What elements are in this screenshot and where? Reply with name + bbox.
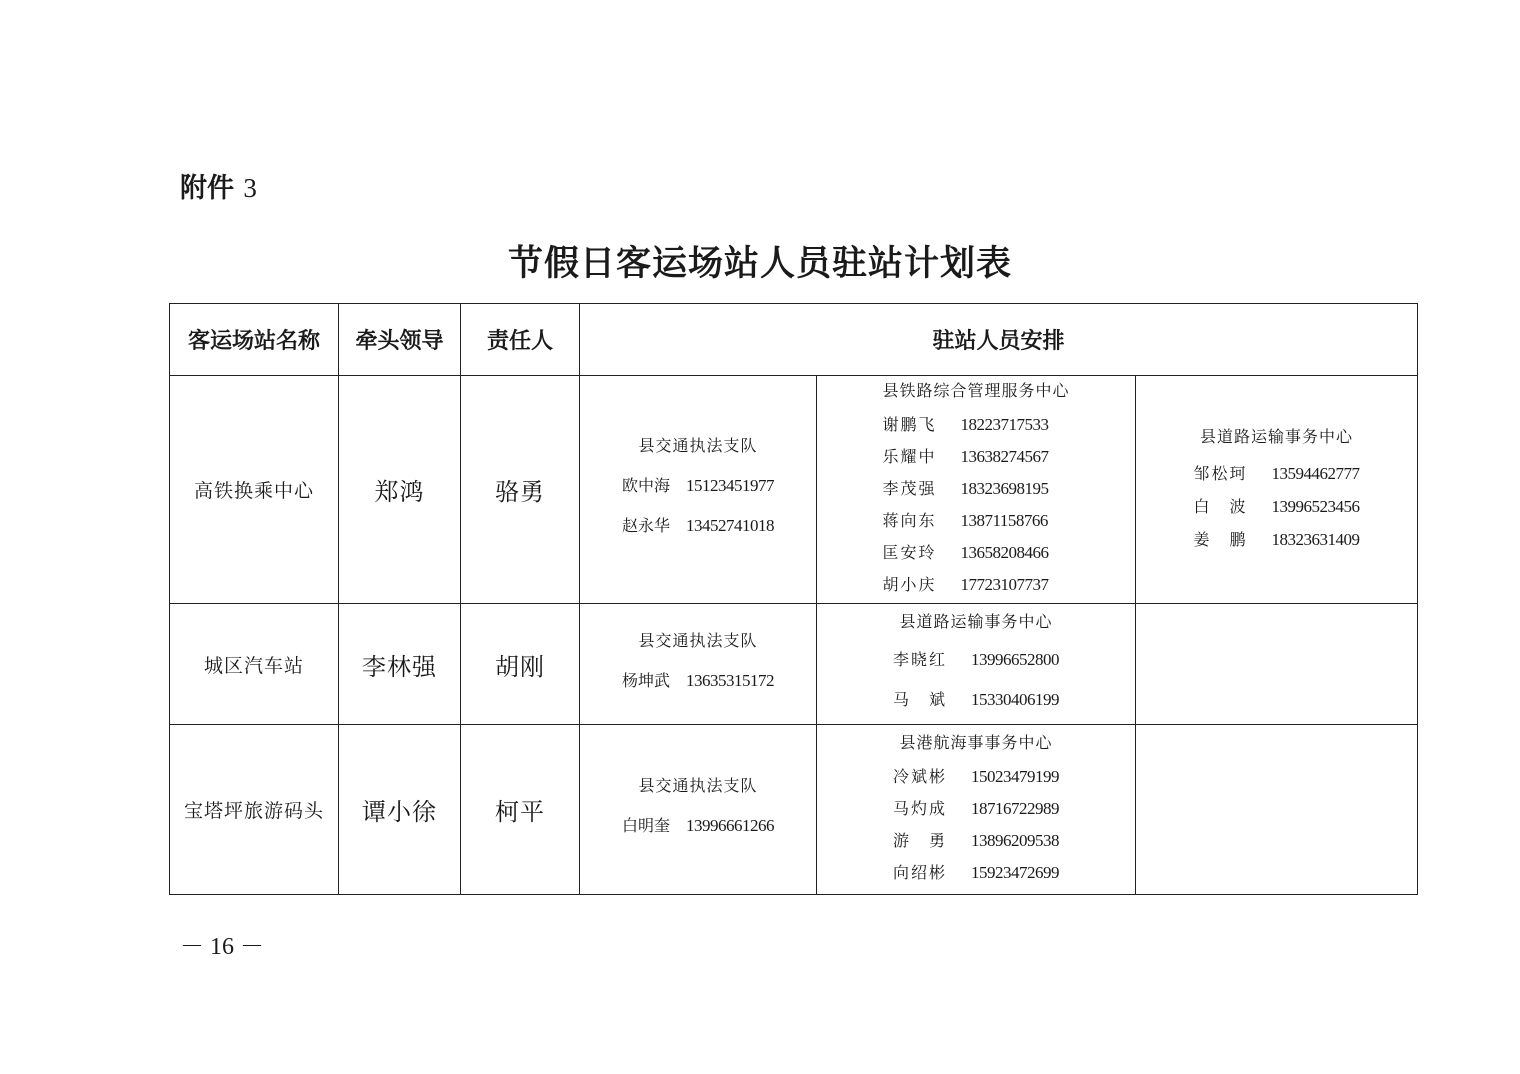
staff-phone: 13594462777 xyxy=(1271,463,1360,483)
staff-name: 马灼成 xyxy=(893,799,948,818)
staff-entry xyxy=(893,857,1059,889)
staff-entry xyxy=(882,505,1069,537)
station-name: 宝塔坪旅游码头 xyxy=(170,725,339,895)
staff-group xyxy=(580,604,817,725)
leader-name: 李林强 xyxy=(339,604,461,725)
org-name: 县港航海事事务中心 xyxy=(899,733,1053,752)
staff-phone: 13452741018 xyxy=(686,516,774,535)
staff-name: 欧中海 xyxy=(622,476,671,495)
page-title: 节假日客运场站人员驻站计划表 xyxy=(507,243,1012,284)
responsible-name: 胡刚 xyxy=(461,604,580,725)
staff-phone: 13638274567 xyxy=(960,447,1049,466)
staff-name: 白明奎 xyxy=(622,816,671,835)
staff-entry xyxy=(622,661,774,701)
staff-name: 蒋向东 xyxy=(882,511,937,530)
staff-phone: 18323698195 xyxy=(960,479,1049,498)
header-staff-arrangement: 驻站人员安排 xyxy=(580,304,1418,376)
staff-name: 李茂强 xyxy=(882,479,937,498)
header-responsible: 责任人 xyxy=(461,304,580,376)
staff-name: 匡安玲 xyxy=(882,543,937,562)
staff-phone: 17723107737 xyxy=(960,575,1049,594)
staff-phone: 18223717533 xyxy=(960,415,1049,434)
staff-entry xyxy=(893,640,1059,680)
staff-phone: 13896209538 xyxy=(971,831,1059,850)
staff-entry xyxy=(622,466,774,506)
staff-group xyxy=(580,725,817,895)
staff-name: 向绍彬 xyxy=(893,863,948,882)
staff-phone: 13996652800 xyxy=(971,649,1059,669)
staff-group xyxy=(817,725,1136,895)
staff-phone: 15923472699 xyxy=(971,863,1059,882)
staff-group xyxy=(580,376,817,604)
leader-name: 郑鸿 xyxy=(339,376,461,604)
staff-entry xyxy=(882,537,1069,569)
staff-phone: 13996661266 xyxy=(686,816,774,835)
staff-name: 白 波 xyxy=(1193,496,1248,516)
staff-name: 姜 鹏 xyxy=(1193,529,1248,549)
staff-name: 邹松珂 xyxy=(1193,463,1248,483)
staff-phone: 13996523456 xyxy=(1271,496,1360,516)
staff-entry xyxy=(893,761,1059,793)
staff-entry xyxy=(893,680,1059,720)
page-number: － 16 － xyxy=(180,934,264,960)
staff-phone: 18716722989 xyxy=(971,799,1059,818)
staff-block xyxy=(1194,424,1360,556)
staff-name: 谢鹏飞 xyxy=(882,415,937,434)
org-name: 县交通执法支队 xyxy=(638,776,758,795)
staff-name: 李晓红 xyxy=(893,649,948,669)
staff-group xyxy=(1136,376,1418,604)
staff-entry xyxy=(893,825,1059,857)
staff-block xyxy=(622,628,774,701)
station-name: 高铁换乘中心 xyxy=(170,376,339,604)
station-name: 城区汽车站 xyxy=(170,604,339,725)
staff-name: 胡小庆 xyxy=(882,575,937,594)
staff-name: 乐耀中 xyxy=(882,447,937,466)
header-row xyxy=(170,304,1418,376)
staff-block xyxy=(893,730,1059,889)
org-name: 县道路运输事务中心 xyxy=(1200,426,1354,446)
staff-phone: 15123451977 xyxy=(686,476,774,495)
staff-name: 杨坤武 xyxy=(622,670,671,690)
empty-cell xyxy=(1136,725,1418,895)
header-station: 客运场站名称 xyxy=(170,304,339,376)
staff-entry xyxy=(622,806,774,846)
staff-phone: 18323631409 xyxy=(1271,529,1360,549)
attachment-label-text: 附件 xyxy=(180,173,234,204)
staff-block xyxy=(622,773,774,846)
staff-block xyxy=(622,433,774,546)
staff-name: 冷斌彬 xyxy=(893,767,948,786)
staff-phone: 13871158766 xyxy=(960,511,1048,530)
plan-table xyxy=(169,303,1418,895)
staff-block xyxy=(893,609,1059,720)
staff-group xyxy=(817,376,1136,604)
staff-name: 游 勇 xyxy=(893,831,948,850)
staff-entry xyxy=(882,569,1069,601)
leader-name: 谭小徐 xyxy=(339,725,461,895)
attachment-label xyxy=(180,166,257,205)
staff-phone: 13635315172 xyxy=(686,670,774,690)
staff-block xyxy=(882,378,1069,601)
header-leader: 牵头领导 xyxy=(339,304,461,376)
staff-name: 赵永华 xyxy=(622,516,671,535)
staff-entry xyxy=(882,473,1069,505)
empty-cell xyxy=(1136,604,1418,725)
staff-group xyxy=(817,604,1136,725)
org-name: 县道路运输事务中心 xyxy=(899,611,1053,631)
table-row xyxy=(170,604,1418,725)
staff-phone: 13658208466 xyxy=(960,543,1049,562)
attachment-number: 3 xyxy=(243,173,257,203)
table-row xyxy=(170,376,1418,604)
staff-entry xyxy=(882,409,1069,441)
table-row xyxy=(170,725,1418,895)
responsible-name: 柯平 xyxy=(461,725,580,895)
staff-phone: 15023479199 xyxy=(971,767,1059,786)
staff-name: 马 斌 xyxy=(893,689,948,709)
org-name: 县交通执法支队 xyxy=(638,436,758,455)
staff-entry xyxy=(622,506,774,546)
staff-entry xyxy=(882,441,1069,473)
staff-entry xyxy=(1194,457,1360,490)
staff-entry xyxy=(893,793,1059,825)
staff-entry xyxy=(1194,490,1360,523)
staff-phone: 15330406199 xyxy=(971,689,1059,709)
staff-entry xyxy=(1194,523,1360,556)
responsible-name: 骆勇 xyxy=(461,376,580,604)
org-name: 县交通执法支队 xyxy=(638,630,758,650)
org-name: 县铁路综合管理服务中心 xyxy=(882,381,1070,400)
